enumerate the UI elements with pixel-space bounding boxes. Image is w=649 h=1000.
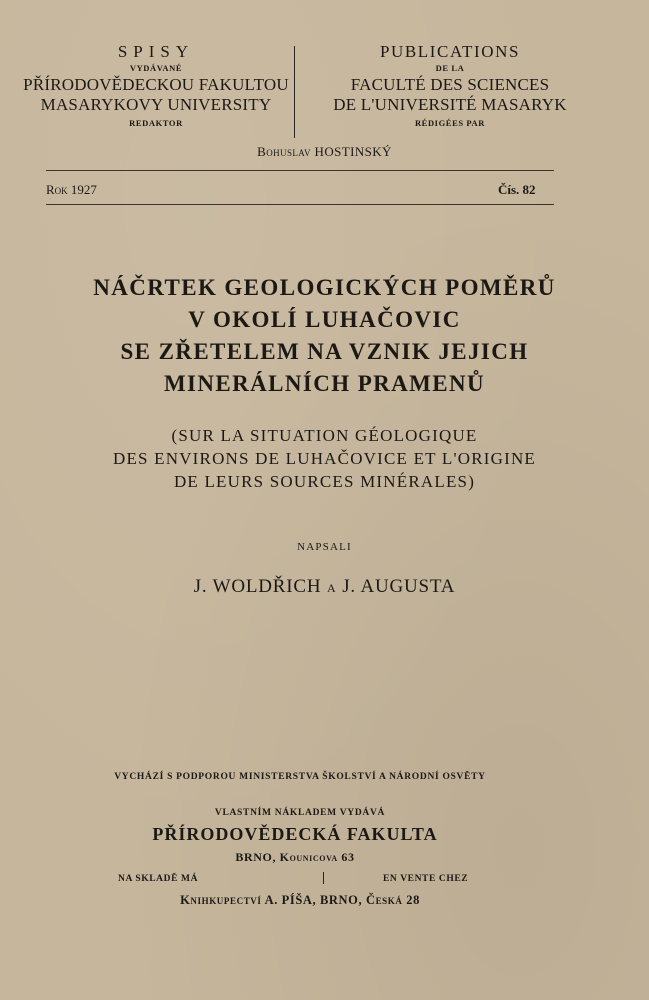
subtitle-line: (SUR LA SITUATION GÉOLOGIQUE <box>171 426 478 445</box>
subtitle-line: DE LEURS SOURCES MINÉRALES) <box>173 472 476 491</box>
title-line: NÁČRTEK GEOLOGICKÝCH POMĚRŮ <box>93 275 556 300</box>
header-right-column <box>300 42 600 130</box>
bookseller-line <box>0 893 600 908</box>
footer-divider <box>323 872 324 884</box>
french-subtitle <box>0 424 649 493</box>
header-rule-top <box>46 170 554 171</box>
university-name-cz: MASARYKOVY UNIVERSITY <box>40 95 272 114</box>
publisher-name: PŘÍRODOVĚDECKÁ FAKULTA <box>152 824 438 844</box>
seller-street: Česká 28 <box>365 893 420 907</box>
editor-name <box>0 144 649 160</box>
university-name-fr: DE L'UNIVERSITÉ MASARYK <box>333 95 567 114</box>
editor-label-cz: REDAKTOR <box>129 118 183 128</box>
author-name: J. AUGUSTA <box>342 576 456 597</box>
stock-label-fr: EN VENTE CHEZ <box>383 874 469 884</box>
issued-label-cz: VYDÁVANÉ <box>129 63 183 73</box>
editor-label-fr: RÉDIGÉES PAR <box>414 118 486 128</box>
series-name-fr: PUBLICATIONS <box>379 42 521 61</box>
of-the-label-fr: DE LA <box>435 63 465 73</box>
editor-last-name: HOSTINSKÝ <box>314 144 392 159</box>
header-rule-bottom <box>46 204 554 205</box>
title-line: V OKOLÍ LUHAČOVIC <box>188 307 461 332</box>
title-line: SE ZŘETELEM NA VZNIK JEJICH <box>120 339 529 364</box>
publisher-street: Kounicova 63 <box>279 850 355 864</box>
subtitle-line: DES ENVIRONS DE LUHAČOVICE ET L'ORIGINE <box>112 449 537 468</box>
issue-number: Čís. 82 <box>498 182 536 197</box>
publisher-address <box>0 850 590 865</box>
publisher-note: VLASTNÍM NÁKLADEM VYDÁVÁ <box>214 808 386 818</box>
title-line: MINERÁLNÍCH PRAMENŮ <box>163 371 486 396</box>
year-label: Rok 1927 <box>46 182 97 197</box>
support-note: VYCHÁZÍ S PODPOROU MINISTERSTVA ŠKOLSTVÍ A NÁRODNÍ OSVĚTY <box>114 772 486 782</box>
header-left-column <box>20 42 292 130</box>
stock-label-cz: NA SKLADĚ MÁ <box>118 874 199 884</box>
author-conjunction: A <box>326 581 337 595</box>
author-name: J. WOLDŘICH <box>193 576 322 597</box>
bookshop-label: Knihkupectví <box>180 893 262 907</box>
editor-first-name: Bohuslav <box>257 144 311 159</box>
faculty-name-fr: FACULTÉ DES SCIENCES <box>350 75 550 94</box>
series-name-cz: SPISY <box>117 42 195 61</box>
header-divider <box>294 46 295 138</box>
faculty-name-cz: PŘÍRODOVĚDECKOU FAKULTOU <box>23 75 289 94</box>
main-title <box>0 272 649 400</box>
authors-line <box>0 576 649 598</box>
authors-label: NAPSALI <box>297 541 352 553</box>
seller-name: A. PÍŠA, BRNO, <box>264 893 363 907</box>
publisher-city: BRNO, <box>235 850 277 864</box>
